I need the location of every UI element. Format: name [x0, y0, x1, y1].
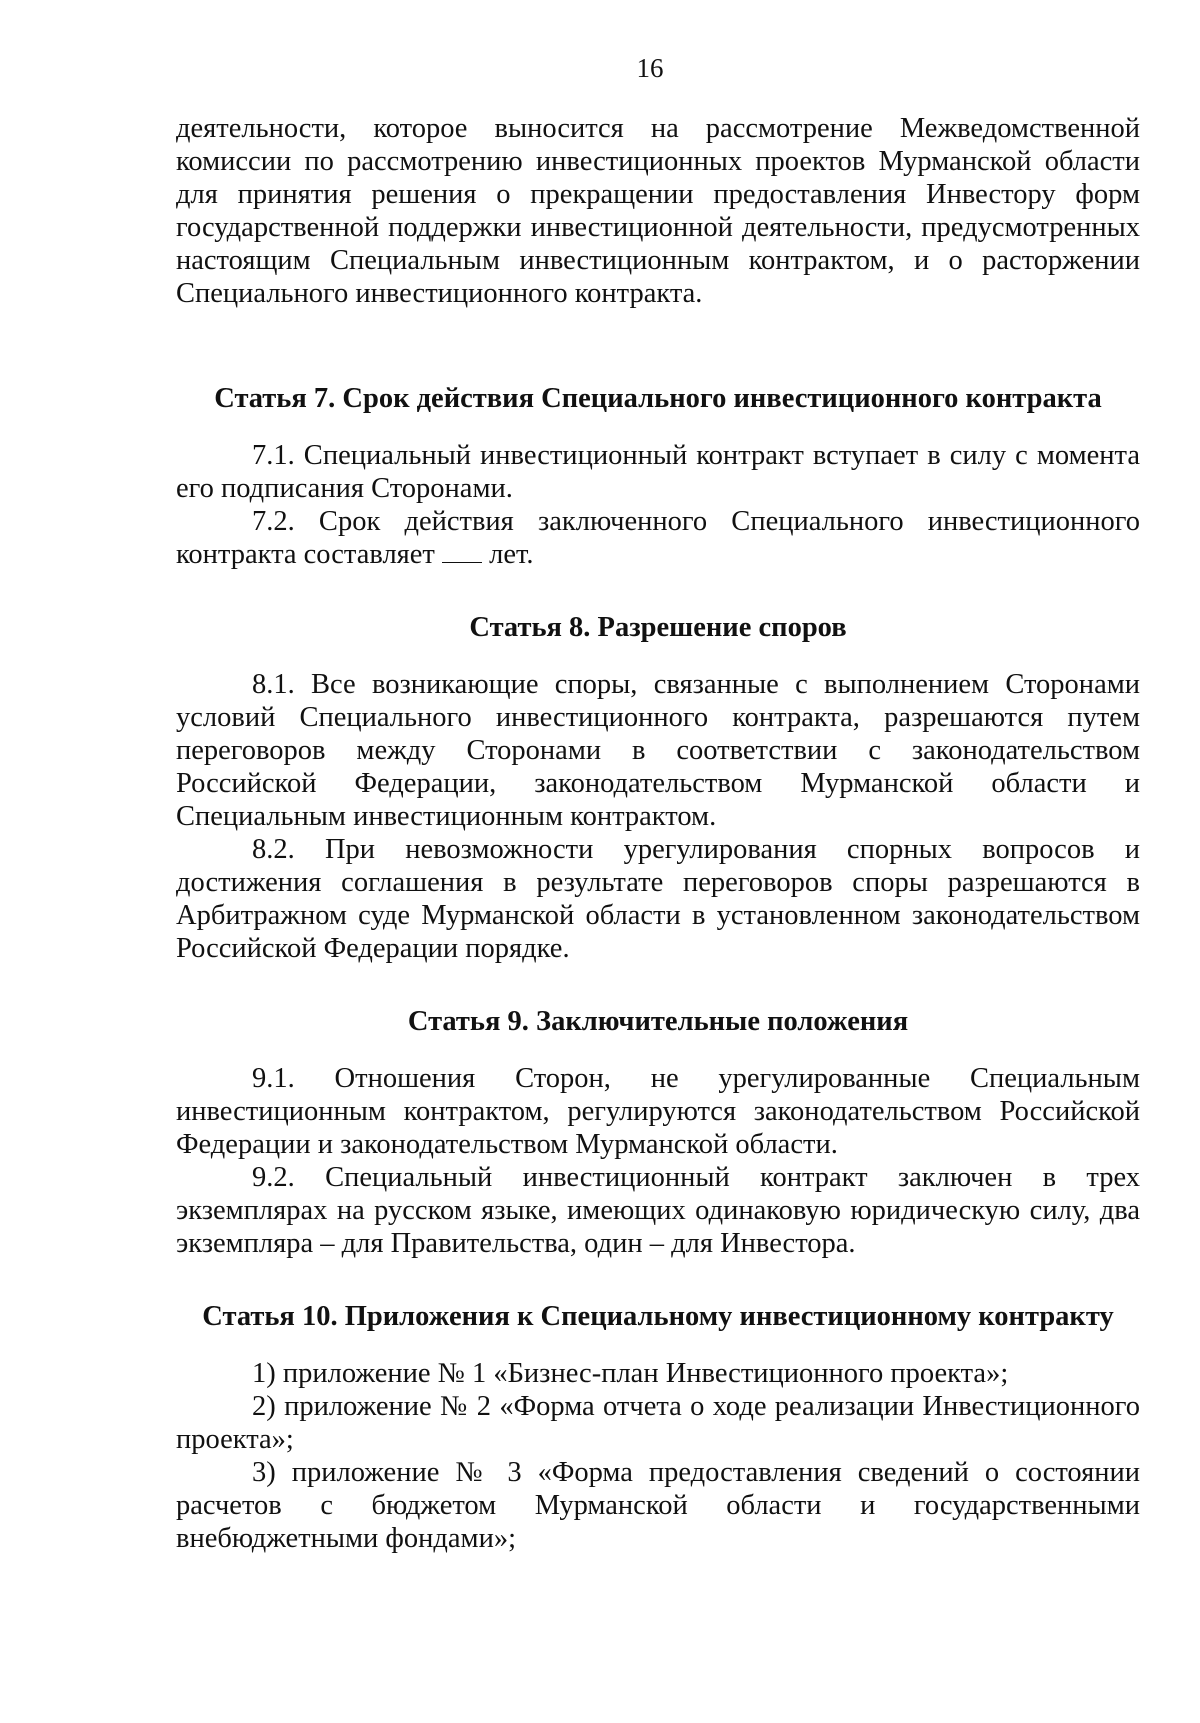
- appendix-item: 1) приложение № 1 «Бизнес-план Инвестиционного проекта»;: [252, 1358, 1009, 1389]
- article-7-clause-2-suffix: лет.: [482, 539, 534, 570]
- article-8-clause-2: 8.2. При невозможности урегулирования спорных вопросов и достижения соглашения в результате переговоров споры разрешаются в Арбитражном суде Мурманской области в установленном законодательством Российской Федерации порядке.: [176, 834, 1140, 964]
- article-8-clause-1: 8.1. Все возникающие споры, связанные с выполнением Сторонами условий Специального инвестиционного контракта, разрешаются путем переговоров между Сторонами в соответствии с законодательством Российской Федерации, законодательством Мурманской области и Специальным инвестиционным контрактом.: [176, 669, 1140, 832]
- intro-paragraph: деятельности, которое выносится на рассмотрение Межведомственной комиссии по рассмотрению инвестиционных проектов Мурманской области для принятия решения о прекращении предоставления Инвестору форм государственной поддержки инвестиционной деятельности, предусмотренных настоящим Специальным инвестиционным контрактом, и о расторжении Специального инвестиционного контракта.: [176, 113, 1140, 309]
- page-number: 16: [636, 53, 664, 83]
- document-body: [176, 112, 1140, 1555]
- article-9-clause-1: 9.1. Отношения Сторон, не урегулированные Специальным инвестиционным контрактом, регулируются законодательством Российской Федерации и законодательством Мурманской области.: [176, 1063, 1140, 1160]
- appendix-item: 3) приложение № 3 «Форма предоставления сведений о состоянии расчетов с бюджетом Мурманской области и государственными внебюджетными фондами»;: [176, 1457, 1140, 1554]
- article-7-clause-2: [176, 505, 1140, 571]
- article-9-heading: Статья 9. Заключительные положения: [407, 1006, 909, 1037]
- article-8-heading: Статья 8. Разрешение споров: [469, 612, 847, 643]
- article-7-heading: Статья 7. Срок действия Специального инвестиционного контракта: [214, 383, 1102, 414]
- article-7-clause-2-text: 7.2. Срок действия заключенного Специального инвестиционного контракта составляет: [176, 506, 1140, 570]
- article-10-heading: Статья 10. Приложения к Специальному инвестиционному контракту: [202, 1301, 1114, 1332]
- appendix-item: 2) приложение № 2 «Форма отчета о ходе реализации Инвестиционного проекта»;: [176, 1391, 1140, 1455]
- article-9-clause-2: 9.2. Специальный инвестиционный контракт заключен в трех экземплярах на русском языке, имеющих одинаковую юридическую силу, два экземпляра – для Правительства, один – для Инвестора.: [176, 1162, 1140, 1259]
- article-7-clause-1: 7.1. Специальный инвестиционный контракт вступает в силу с момента его подписания Сторонами.: [176, 440, 1140, 504]
- term-blank-field: [442, 538, 482, 563]
